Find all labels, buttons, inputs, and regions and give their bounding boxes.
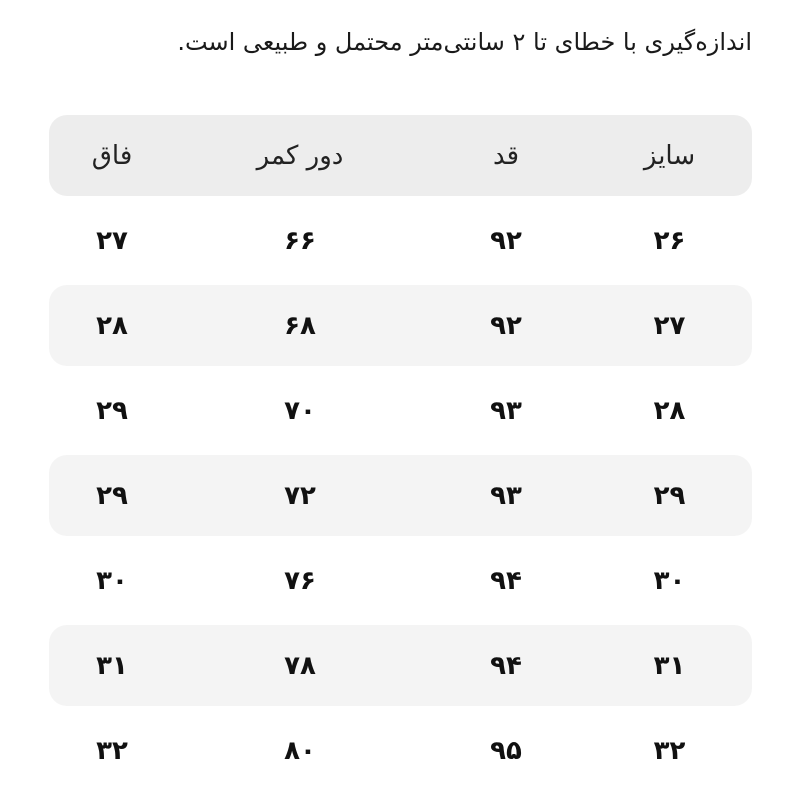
cell-hip: ۲۸ (96, 310, 128, 341)
cell-size: ۲۹ (653, 480, 686, 511)
size-chart-table (49, 115, 752, 795)
table-row (49, 370, 752, 451)
table-row (49, 710, 752, 791)
cell-waist: ۶۶ (284, 225, 316, 256)
table-row (49, 285, 752, 366)
cell-waist: ۷۲ (284, 480, 316, 511)
table-header-row (49, 115, 752, 196)
header-size: سایز (643, 140, 696, 171)
cell-height: ۹۳ (490, 395, 522, 426)
cell-waist: ۷۰ (284, 395, 316, 426)
cell-waist: ۷۸ (284, 650, 316, 681)
cell-hip: ۳۲ (96, 735, 128, 766)
table-row (49, 540, 752, 621)
cell-hip: ۲۹ (96, 480, 128, 511)
header-waist: دور کمر (256, 140, 344, 171)
cell-size: ۳۱ (653, 650, 686, 681)
cell-hip: ۳۰ (96, 565, 128, 596)
cell-waist: ۷۶ (284, 565, 316, 596)
cell-hip: ۳۱ (96, 650, 128, 681)
cell-size: ۲۷ (653, 310, 686, 341)
table-row (49, 625, 752, 706)
cell-waist: ۸۰ (284, 735, 316, 766)
cell-size: ۲۸ (653, 395, 686, 426)
cell-waist: ۶۸ (284, 310, 316, 341)
header-height: قد (492, 140, 520, 171)
cell-height: ۹۵ (490, 735, 522, 766)
cell-height: ۹۴ (490, 565, 522, 596)
measurement-note: اندازه‌گیری با خطای تا ۲ سانتی‌متر محتمل و طبیعی است. (177, 28, 752, 56)
header-hip: فاق (91, 140, 133, 171)
table-row (49, 200, 752, 281)
cell-height: ۹۲ (490, 310, 522, 341)
table-row (49, 455, 752, 536)
cell-height: ۹۳ (490, 480, 522, 511)
cell-hip: ۲۷ (96, 225, 128, 256)
cell-size: ۲۶ (653, 225, 686, 256)
cell-size: ۳۰ (653, 565, 686, 596)
cell-height: ۹۴ (490, 650, 522, 681)
cell-height: ۹۲ (490, 225, 522, 256)
cell-size: ۳۲ (653, 735, 686, 766)
cell-hip: ۲۹ (96, 395, 128, 426)
